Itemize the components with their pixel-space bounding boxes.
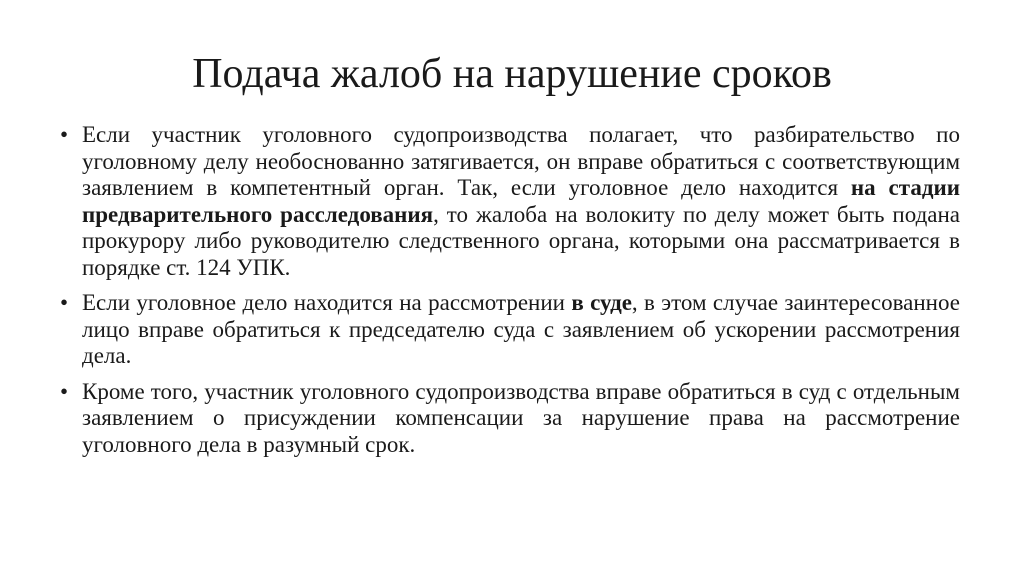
bullet-2-text-part2: , в этом случае заинтересованное лицо вправе обратиться к председателю суда с заявлением об ускорении рассмотрения дела. <box>82 290 960 368</box>
bullet-1-bold-text: на стадии предварительного расследования <box>82 175 960 227</box>
bullet-2-bold-text: в суде <box>571 290 632 315</box>
bullet-list <box>60 122 960 467</box>
bullet-item-2 <box>60 290 960 370</box>
bullet-item-1 <box>60 122 960 281</box>
bullet-icon: • <box>60 122 69 147</box>
slide-title: Подача жалоб на нарушение сроков <box>192 51 832 97</box>
bullet-1-text-part2: , то жалоба на волокиту по делу может быть подана прокурору либо руководителю следственного органа, которыми она рассматривается в порядке ст. 124 УПК. <box>82 201 961 280</box>
bullet-1-text-part1: Если участник уголовного судопроизводства полагает, что разбирательство по уголовному делу необоснованно затягивается, он вправе обратиться с соответствующим заявлением в компетентный орган. Так, если уголовное дело находится <box>82 122 960 200</box>
bullet-item-3 <box>60 379 960 459</box>
bullet-3-text: Кроме того, участник уголовного судопроизводства вправе обратиться в суд с отдельным заявлением о присуждении компенсации за нарушение права на рассмотрение уголовного дела в разумный срок. <box>82 378 960 457</box>
bullet-icon: • <box>60 378 69 404</box>
bullet-icon: • <box>60 290 69 315</box>
bullet-2-text-part1: Если уголовное дело находится на рассмотрении <box>82 290 572 315</box>
